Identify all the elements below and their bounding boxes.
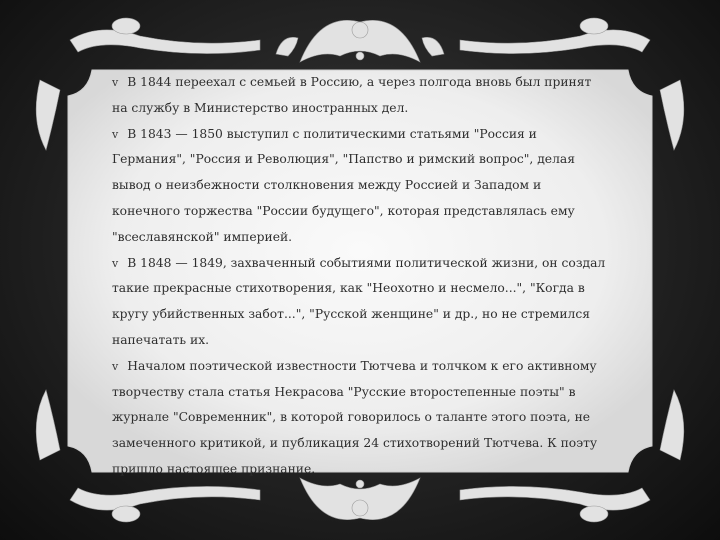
diamond-clover-bullet-icon: v [112,127,119,141]
diamond-clover-bullet-icon: v [112,256,119,270]
bullet-item [112,70,610,122]
bullet-item [112,354,610,483]
bottom-ornament [70,478,650,522]
diamond-clover-bullet-icon: v [112,359,119,373]
slide-content [112,70,610,476]
bullet-text: В 1844 переехал с семьей в Россию, а через полгода вновь был принят на службу в Министерство иностранных дел. [112,75,592,115]
bullet-item [112,122,610,251]
bullet-item [112,251,610,354]
top-ornament [70,18,650,62]
bullet-text: В 1843 — 1850 выступил с политическими статьями "Россия и Германия", "Россия и Революция", "Папство и римский вопрос", делая вывод о неизбежности столкновения между Россией и Западом и конечного торжества "России будущего", которая представлялась ему "всеславянской" империей. [112,126,575,244]
bullet-text: Началом поэтической известности Тютчева и толчком к его активному творчеству стала статья Некрасова "Русские второстепенные поэты" в журнале "Современник", в которой говорилось о таланте этого поэта, не замеченного критикой, и публикация 24 стихотворений Тютчева. К поэту пришло настоящее признание. [112,358,598,476]
bullet-text: В 1848 — 1849, захваченный событиями политической жизни, он создал такие прекрасные стихотворения, как "Неохотно и несмело...", "Когда в кругу убийственных забот...", "Русской женщине" и др., но не стремился напечатать их. [112,255,606,347]
diamond-clover-bullet-icon: v [112,76,119,89]
